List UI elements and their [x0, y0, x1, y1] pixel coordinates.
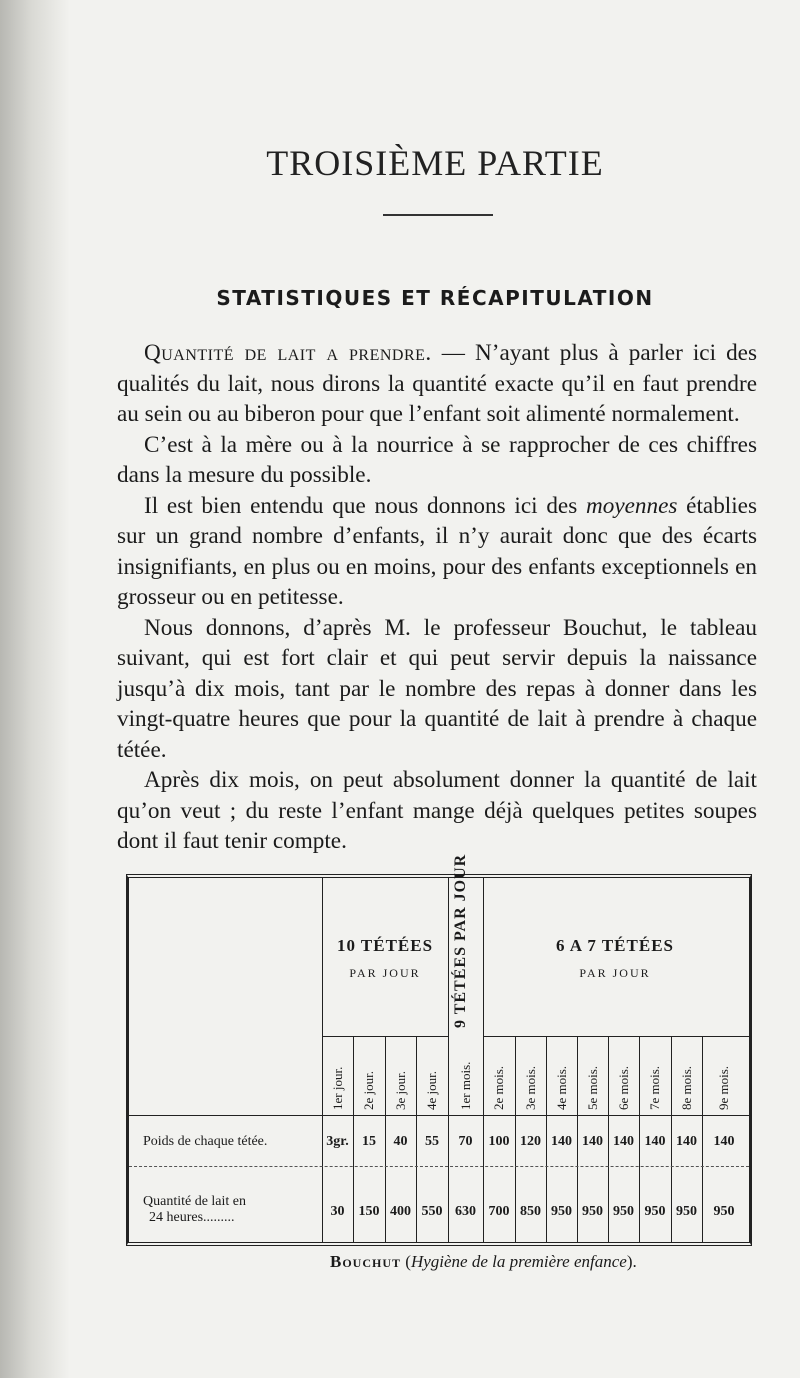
quantite-cell-7: 850 — [520, 1204, 541, 1219]
paragraph-1-lead: Quantité de lait a prendre. — [144, 340, 432, 366]
body-text — [117, 338, 757, 857]
title-rule — [383, 214, 493, 216]
period-header-13: 9e mois. — [716, 1065, 731, 1110]
quantite-cell-3: 400 — [390, 1204, 411, 1219]
period-header-7: 3e mois. — [522, 1065, 538, 1110]
paragraph-3-emphasis: moyennes — [585, 492, 678, 519]
period-header-6: 2e mois. — [491, 1065, 506, 1110]
poids-cell-9: 140 — [582, 1134, 603, 1149]
caption-close: ). — [626, 1252, 637, 1271]
table-vline-group-2-left — [448, 878, 449, 1242]
poids-cell-12: 140 — [676, 1134, 697, 1149]
paragraph-3 — [117, 491, 757, 613]
table-hline-header-bottom — [129, 1115, 749, 1116]
poids-cell-1: 3gr. — [326, 1134, 349, 1149]
period-header-4: 4e jour. — [424, 1071, 439, 1110]
quantite-cell-11: 950 — [644, 1204, 666, 1219]
table-vline-label-edge — [322, 878, 323, 1242]
paragraph-3-text-a: Il est bien entendu que nous donnons ici des — [144, 492, 586, 519]
poids-cell-5: 70 — [458, 1134, 473, 1149]
poids-cell-13: 140 — [713, 1134, 735, 1149]
period-header-8: 4e mois. — [553, 1065, 569, 1110]
period-header-10: 6e mois. — [615, 1065, 631, 1110]
poids-cell-2: 15 — [362, 1134, 376, 1149]
caption-work: Hygiène de la première enfance — [410, 1252, 627, 1271]
group-10-tetees-title: 10 TÉTÉES — [336, 936, 434, 955]
paragraph-5: Après dix mois, on peut absolument donner la quantité de lait qu’on veut ; du reste l’enfant mange déjà quelques petites soupes dont il faut tenir compte. — [117, 767, 757, 854]
group-6-7-tetees-title: 6 A 7 TÉTÉES — [556, 936, 674, 955]
group-6-7-tetees-header — [483, 936, 747, 981]
paragraph-3-text-b: établies sur un grand nombre d’enfants, il n’y aurait donc que des écarts insignifiants, en plus ou en moins, pour des enfants exceptionnels en grosseur ou en petitesse. — [117, 492, 757, 610]
table-caption — [330, 1252, 637, 1272]
quantite-cell-6: 700 — [488, 1204, 510, 1219]
poids-cell-10: 140 — [613, 1134, 634, 1149]
table-hline-group-bottom — [322, 1036, 448, 1037]
period-header-3: 3e jour. — [392, 1071, 408, 1110]
period-header-9: 5e mois. — [584, 1065, 600, 1110]
period-header-11: 7e mois. — [647, 1065, 662, 1110]
quantite-cell-9: 950 — [582, 1204, 603, 1219]
group-6-7-tetees-sub: PAR JOUR — [579, 966, 651, 980]
paragraph-2: C’est à la mère ou à la nourrice à se rapprocher de ces chiffres dans la mesure du possible. — [117, 431, 757, 488]
period-header-5: 1er mois. — [457, 1061, 473, 1110]
table-hline-group-bottom-2 — [483, 1036, 749, 1037]
poids-cell-4: 55 — [425, 1134, 439, 1149]
table-hline-row-separator — [129, 1166, 749, 1167]
quantite-cell-4: 550 — [421, 1204, 443, 1219]
poids-cell-8: 140 — [551, 1134, 572, 1149]
quantite-cell-13: 950 — [713, 1204, 735, 1219]
poids-cell-3: 40 — [393, 1134, 408, 1149]
poids-cell-11: 140 — [644, 1134, 666, 1149]
period-header-2: 2e jour. — [361, 1071, 376, 1110]
row-label-quantite-line1: Quantité de lait en — [143, 1194, 247, 1209]
paragraph-1-text: — N’ayant plus à parler ici des qualités du lait, nous dirons la quantité exacte qu’il en faut prendre au sein ou au biberon pour que l’enfant soit alimenté normalement. — [117, 340, 757, 427]
poids-cell-6: 100 — [488, 1134, 510, 1149]
row-label-poids: Poids de chaque tétée. — [143, 1134, 268, 1149]
paragraph-1 — [117, 338, 757, 430]
part-title: TROISIÈME PARTIE — [266, 143, 604, 183]
quantite-cell-5: 630 — [455, 1204, 476, 1219]
paragraph-4: Nous donnons, d’après M. le professeur Bouchut, le tableau suivant, qui est fort clair et qui peut servir depuis la naissance jusqu’à dix mois, tant par le nombre des repas à donner dans les vingt-quatre heures que pour la quantité de lait à prendre à chaque tétée. — [117, 614, 757, 763]
row-label-quantite-line2: 24 heures......... — [149, 1210, 235, 1225]
caption-open: ( — [401, 1252, 411, 1271]
group-10-tetees-header — [323, 936, 447, 981]
section-title: STATISTIQUES ET RÉCAPITULATION — [216, 286, 654, 310]
group-9-tetees-header: 9 TÉTÉES PAR JOUR — [452, 853, 469, 1028]
quantite-cell-12: 950 — [676, 1204, 697, 1219]
table-vline-group-2-right — [483, 878, 484, 1242]
quantite-cell-2: 150 — [358, 1204, 380, 1219]
quantite-cell-8: 950 — [551, 1204, 572, 1219]
feeding-table — [126, 853, 752, 1246]
caption-author: Bouchut — [330, 1252, 402, 1271]
page-edge-shadow — [0, 0, 70, 1378]
poids-cell-7: 120 — [520, 1134, 541, 1149]
period-header-12: 8e mois. — [678, 1065, 694, 1110]
quantite-cell-10: 950 — [613, 1204, 634, 1219]
period-header-1: 1er jour. — [329, 1066, 345, 1110]
group-10-tetees-sub: PAR JOUR — [349, 966, 421, 980]
quantite-cell-1: 30 — [330, 1204, 345, 1219]
